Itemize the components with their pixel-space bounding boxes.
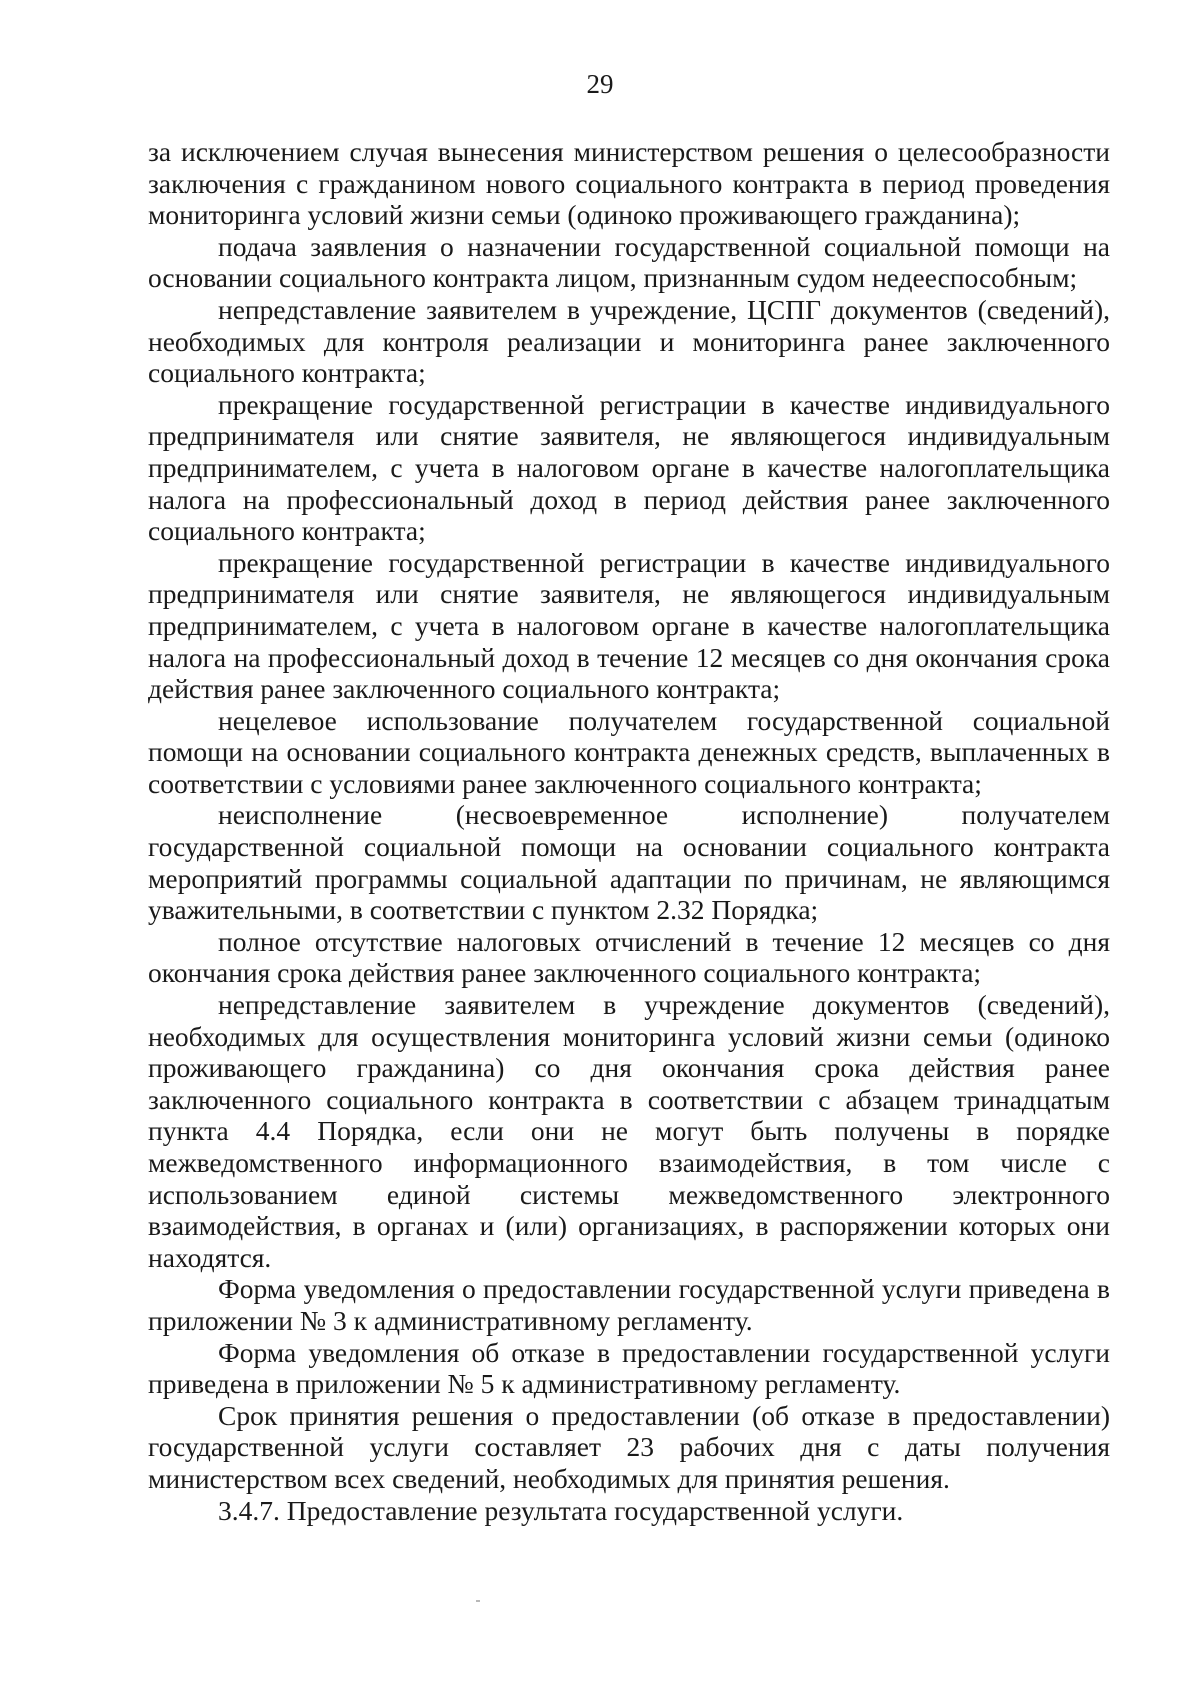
paragraph-misuse-of-funds: нецелевое использование получателем государственной социальной помощи на основании социального контракта денежных средств, выплаченных в соответствии с условиями ранее заключенного социального контракта; bbox=[148, 704, 1110, 799]
paragraph-registration-termination-period: прекращение государственной регистрации в качестве индивидуального предпринимателя или снятие заявителя, не являющегося индивидуальным предпринимателем, с учета в налоговом органе в качестве налогоплательщика налога на профессиональный доход в период действия ранее заключенного социального контракта; bbox=[148, 388, 1110, 547]
paragraph-notification-form-grant: Форма уведомления о предоставлении государственной услуги приведена в приложении № 3 к административному регламенту. bbox=[148, 1273, 1110, 1336]
page-number: 29 bbox=[586, 69, 614, 99]
paragraph-documents-control: непредставление заявителем в учреждение, ЦСПГ документов (сведений), необходимых для контроля реализации и мониторинга ранее заключенного социального контракта; bbox=[148, 293, 1110, 389]
paragraph-incapacity: подача заявления о назначении государственной социальной помощи на основании социального контракта лицом, признанным судом недееспособным; bbox=[148, 230, 1110, 294]
paragraph-no-tax-payments: полное отсутствие налоговых отчислений в течение 12 месяцев со дня окончания срока действия ранее заключенного социального контракта; bbox=[148, 925, 1110, 989]
paragraph-non-fulfillment: неисполнение (несвоевременное исполнение) получателем государственной социальной помощи на основании социального контракта мероприятий программы социальной адаптации по причинам, не являющимся уважительными, в соответствии с пунктом 2.32 Порядка; bbox=[148, 799, 1110, 926]
paragraph-section-heading: 3.4.7. Предоставление результата государственной услуги. bbox=[218, 1494, 904, 1526]
paragraph-continuation: за исключением случая вынесения министерством решения о целесообразности заключения с гражданином нового социального контракта в период проведения мониторинга условий жизни семьи (одиноко проживающего гражданина); bbox=[148, 136, 1110, 231]
paragraph-decision-deadline: Срок принятия решения о предоставлении (об отказе в предоставлении) государственной услуги составляет 23 рабочих дня с даты получения министерством всех сведений, необходимых для принятия решения. bbox=[148, 1399, 1110, 1494]
paragraph-notification-form-refusal: Форма уведомления об отказе в предоставлении государственной услуги приведена в приложении № 5 к административному регламенту. bbox=[148, 1336, 1110, 1400]
paragraph-registration-termination-12-months: прекращение государственной регистрации в качестве индивидуального предпринимателя или снятие заявителя, не являющегося индивидуальным предпринимателем, с учета в налоговом органе в качестве налогоплательщика налога на профессиональный доход в течение 12 месяцев со дня окончания срока действия ранее заключенного социального контракта; bbox=[148, 546, 1110, 705]
paragraph-documents-monitoring: непредставление заявителем в учреждение документов (сведений), необходимых для осуществления мониторинга условий жизни семьи (одиноко проживающего гражданина) со дня окончания срока действия ранее заключенного социального контракта в соответствии с абзацем тринадцатым пункта 4.4 Порядка, если они не могут быть получены в порядке межведомственного информационного взаимодействия, в том числе с использованием единой системы межведомственного электронного взаимодействия, в органах и (или) организациях, в распоряжении которых они находятся. bbox=[148, 989, 1110, 1273]
scan-dot bbox=[476, 1600, 480, 1602]
document-body bbox=[148, 136, 1110, 1526]
